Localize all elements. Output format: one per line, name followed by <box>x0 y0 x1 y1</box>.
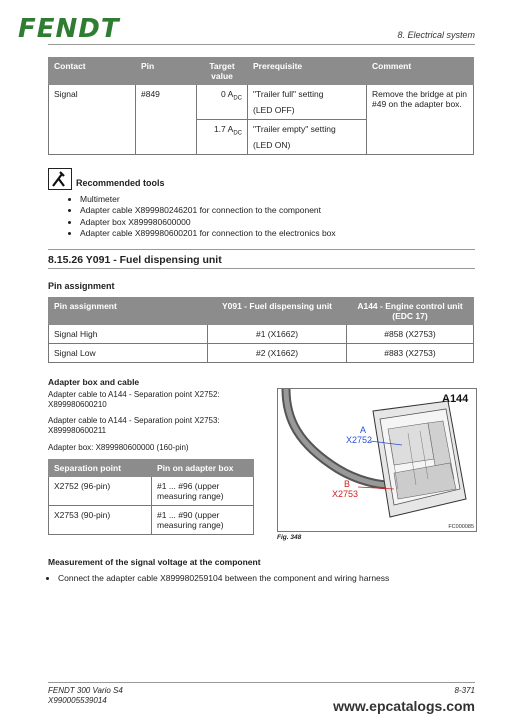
cell: #1 (X1662) <box>208 325 347 344</box>
col-contact: Contact <box>49 58 136 85</box>
adapter-para1: Adapter cable to A144 - Separation point X2752: X899980600210 <box>48 390 220 409</box>
cell: #883 (X2753) <box>347 344 474 363</box>
cell-target: 1.7 $A_{DC}$ <box>197 120 248 155</box>
adapter-para2: Adapter cable to A144 - Separation point X2753: X899980600211 <box>48 416 220 435</box>
callout-a: A <box>360 425 367 435</box>
footer-divider <box>48 682 475 683</box>
cell: #1 ... #96 (upper measuring range) <box>152 477 254 506</box>
col-a144: A144 - Engine control unit (EDC 17) <box>347 298 474 325</box>
cell: X2753 (90-pin) <box>49 506 152 535</box>
list-item: • Connect the adapter cable X899980259104 between the component and wiring harness <box>58 573 389 583</box>
section-heading: 8.15.26 Y091 - Fuel dispensing unit <box>48 254 222 266</box>
measurement-title: Measurement of the signal voltage at the component <box>48 557 261 567</box>
header-divider <box>48 44 475 45</box>
cell: X2752 (96-pin) <box>49 477 152 506</box>
col-separation: Separation point <box>49 460 152 477</box>
col-y091: Y091 - Fuel dispensing unit <box>208 298 347 325</box>
col-target: Target value <box>197 58 248 85</box>
cell: Signal High <box>49 325 208 344</box>
cell-comment: Remove the bridge at pin #49 on the adapter box. <box>367 85 474 155</box>
callout-b: B <box>344 479 351 489</box>
watermark: www.epcatalogs.com <box>333 698 475 714</box>
tools-title: Recommended tools <box>76 178 165 188</box>
footer-doc-number: X990005539014 <box>48 696 107 705</box>
col-pin: Pin <box>136 58 197 85</box>
col-pin-assignment: Pin assignment <box>49 298 208 325</box>
ecu-illustration <box>278 389 476 531</box>
separation-table <box>48 459 254 535</box>
section-divider <box>48 249 475 250</box>
cell-target: 0 $A_{DC}$ <box>197 85 248 120</box>
cell-pin: #849 <box>136 85 197 155</box>
callout-b-point: X2753 <box>332 489 359 499</box>
figure-code: FC000085 <box>448 524 474 530</box>
list-item: • Adapter box X899980600000 <box>80 217 336 227</box>
tools-list <box>50 192 336 240</box>
callout-a-point: X2752 <box>346 435 373 445</box>
list-item: • Multimeter <box>80 194 336 204</box>
cell-prereq: "Trailer full" setting (LED OFF) <box>248 85 367 120</box>
pin-assignment-table <box>48 297 474 363</box>
table-row <box>49 85 474 120</box>
table-row <box>49 325 474 344</box>
figure-unit-label: A144 <box>442 393 469 405</box>
ecu-figure <box>277 388 477 532</box>
cell: Signal Low <box>49 344 208 363</box>
adapter-title: Adapter box and cable <box>48 377 140 387</box>
section-title: 8. Electrical system <box>397 30 475 40</box>
footer-model: FENDT 300 Vario S4 <box>48 686 123 695</box>
page-number: 8-371 <box>454 686 475 695</box>
measurement-list <box>40 571 389 584</box>
cell: #2 (X1662) <box>208 344 347 363</box>
table-row <box>49 477 254 506</box>
figure-caption: Fig. 348 <box>277 534 302 541</box>
list-item: • Adapter cable X899980600201 for connection to the electronics box <box>80 228 336 238</box>
cell-prereq: "Trailer empty" setting (LED ON) <box>248 120 367 155</box>
col-pin-adapter: Pin on adapter box <box>152 460 254 477</box>
cell: #858 (X2753) <box>347 325 474 344</box>
table-row <box>49 344 474 363</box>
section-divider-bottom <box>48 268 475 269</box>
tools-icon <box>48 168 72 190</box>
pin-assignment-title: Pin assignment <box>48 281 115 291</box>
table-row <box>49 506 254 535</box>
cell: #1 ... #90 (upper measuring range) <box>152 506 254 535</box>
list-item: • Adapter cable X899980246201 for connection to the component <box>80 205 336 215</box>
cell-contact: Signal <box>49 85 136 155</box>
col-comment: Comment <box>367 58 474 85</box>
col-prereq: Prerequisite <box>248 58 367 85</box>
fendt-logo: FENDT <box>18 14 120 44</box>
adapter-para3: Adapter box: X899980600000 (160-pin) <box>48 443 189 452</box>
signal-table <box>48 57 474 155</box>
